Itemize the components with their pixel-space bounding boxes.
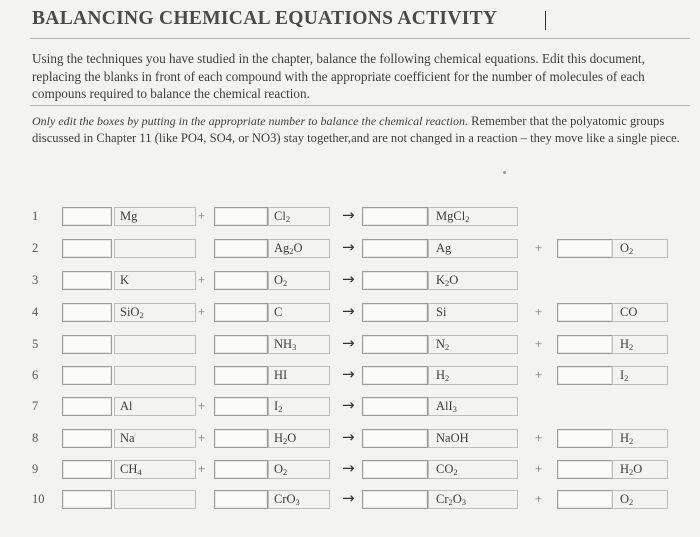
intro-divider xyxy=(30,105,690,106)
compound-formula-p1: $CO_2$ xyxy=(436,462,458,477)
coefficient-input-p1[interactable] xyxy=(362,429,428,448)
equation-number: 8 xyxy=(32,431,39,445)
coefficient-input-p1[interactable] xyxy=(362,490,428,509)
compound-formula-p2: $H_2O$ xyxy=(620,462,643,477)
compound-formula-r2: $I_2$ xyxy=(274,399,283,414)
compound-formula-r1: $CH_4$ xyxy=(120,462,142,477)
coefficient-input-r2[interactable] xyxy=(214,303,268,322)
coefficient-input-r1[interactable] xyxy=(62,429,112,448)
compound-formula-p1: $H_2$ xyxy=(436,368,450,383)
equation-number: 5 xyxy=(32,337,39,351)
compound-formula-r2: $Cl_2$ xyxy=(274,209,291,224)
equation-row xyxy=(0,206,700,228)
coefficient-input-p1[interactable] xyxy=(362,366,428,385)
coefficient-input-r1[interactable] xyxy=(62,303,112,322)
plus-sign: + xyxy=(198,430,206,445)
intro-paragraph: Using the techniques you have studied in the chapter, balance the following chemical equations. Edit this document, replacing the blanks in front of each compound with the appropriate coefficient for the number of molecules of each compouns required to balance the chemical reaction. xyxy=(32,51,645,101)
coefficient-input-p1[interactable] xyxy=(362,239,428,258)
plus-sign: + xyxy=(535,240,543,255)
compound-formula-p1: $N_2$ xyxy=(436,337,450,352)
equation-row xyxy=(0,238,700,260)
compound-formula-p1: AlI$_3$ xyxy=(436,399,457,414)
coefficient-input-r1[interactable] xyxy=(62,397,112,416)
plus-sign: + xyxy=(535,430,543,445)
coefficient-input-r1[interactable] xyxy=(62,335,112,354)
compound-formula-p2: $O_2$ xyxy=(620,492,634,507)
compound-formula-r2: $NH_3$ xyxy=(274,337,297,352)
coefficient-input-p2[interactable] xyxy=(557,366,613,385)
compound-formula-r1: SiO$_2$ xyxy=(120,305,144,320)
coefficient-input-p1[interactable] xyxy=(362,460,428,479)
coefficient-input-p2[interactable] xyxy=(557,335,613,354)
compound-cell-r1 xyxy=(114,239,196,258)
equation-row xyxy=(0,428,700,450)
compound-formula-p2: $H_2$ xyxy=(620,431,634,446)
compound-formula-r1: K xyxy=(120,273,130,287)
coefficient-input-r2[interactable] xyxy=(214,490,268,509)
compound-formula-r2: HI xyxy=(274,368,288,382)
coefficient-input-r1[interactable] xyxy=(62,460,112,479)
compound-formula-p1: MgCl$_2$ xyxy=(436,209,470,224)
compound-formula-r2: $Ag_2O$ xyxy=(274,241,303,256)
compound-formula-r1: Na xyxy=(120,431,135,445)
reaction-arrow-icon: → xyxy=(342,334,355,352)
coefficient-input-r1[interactable] xyxy=(62,271,112,290)
title-underline xyxy=(30,38,690,39)
reaction-arrow-icon: → xyxy=(342,206,355,224)
equation-number: 9 xyxy=(32,462,39,476)
plus-sign: + xyxy=(198,208,206,223)
coefficient-input-p2[interactable] xyxy=(557,239,613,258)
equation-number: 6 xyxy=(32,368,39,382)
coefficient-input-p1[interactable] xyxy=(362,207,428,226)
instructions-italic: Only edit the boxes by putting in the appropriate number to balance the chemical reaction. xyxy=(32,114,469,128)
coefficient-input-p2[interactable] xyxy=(557,490,613,509)
plus-sign: + xyxy=(535,461,543,476)
compound-formula-r2: $O_2$ xyxy=(274,462,288,477)
coefficient-input-p2[interactable] xyxy=(557,460,613,479)
compound-formula-p1: NaOH xyxy=(436,431,469,445)
equation-number: 1 xyxy=(32,209,39,223)
coefficient-input-r1[interactable] xyxy=(62,366,112,385)
coefficient-input-p2[interactable] xyxy=(557,303,613,322)
reaction-arrow-icon: → xyxy=(342,489,355,507)
stray-dot xyxy=(503,171,506,174)
plus-sign: + xyxy=(198,272,206,287)
reaction-arrow-icon: → xyxy=(342,270,355,288)
compound-formula-p1: $Cr_2O_3$ xyxy=(436,492,467,507)
plus-sign: + xyxy=(198,398,206,413)
equation-number: 7 xyxy=(32,399,39,413)
reaction-arrow-icon: → xyxy=(342,302,355,320)
coefficient-input-r1[interactable] xyxy=(62,207,112,226)
compound-formula-p2: CO xyxy=(620,305,638,319)
compound-formula-p1: $K_2O$ xyxy=(436,273,459,288)
coefficient-input-p1[interactable] xyxy=(362,303,428,322)
coefficient-input-r2[interactable] xyxy=(214,335,268,354)
coefficient-input-r2[interactable] xyxy=(214,366,268,385)
equation-row xyxy=(0,489,700,511)
coefficient-input-r2[interactable] xyxy=(214,207,268,226)
plus-sign: + xyxy=(535,304,543,319)
equation-number: 4 xyxy=(32,305,39,319)
coefficient-input-p1[interactable] xyxy=(362,397,428,416)
compound-formula-r2: C xyxy=(274,305,283,319)
equation-row xyxy=(0,334,700,356)
compound-formula-p2: $O_2$ xyxy=(620,241,634,256)
reaction-arrow-icon: → xyxy=(342,428,355,446)
coefficient-input-r2[interactable] xyxy=(214,271,268,290)
instructions-rest: Remember that the polyatomic groups discussed in Chapter 11 (like PO4, SO4, or NO3) stay together,and are not changed in a reaction – they move like a single piece. xyxy=(32,114,680,145)
compound-formula-p1: Si xyxy=(436,305,447,319)
reaction-arrow-icon: → xyxy=(342,459,355,477)
reaction-arrow-icon: → xyxy=(342,365,355,383)
coefficient-input-r1[interactable] xyxy=(62,239,112,258)
equation-row xyxy=(0,270,700,292)
plus-sign: + xyxy=(535,336,543,351)
compound-formula-r2: $H_2O$ xyxy=(274,431,297,446)
coefficient-input-r1[interactable] xyxy=(62,490,112,509)
equation-row xyxy=(0,302,700,324)
equation-number: 10 xyxy=(32,492,45,506)
coefficient-input-r2[interactable] xyxy=(214,397,268,416)
compound-formula-r1: Mg xyxy=(120,209,138,223)
document-title: BALANCING CHEMICAL EQUATIONS ACTIVITY xyxy=(32,8,498,29)
equation-row xyxy=(0,459,700,481)
plus-sign: + xyxy=(535,367,543,382)
compound-formula-r1: Al xyxy=(120,399,133,413)
equation-row xyxy=(0,365,700,387)
coefficient-input-p2[interactable] xyxy=(557,429,613,448)
compound-formula-r2: CrO$_3$ xyxy=(274,492,300,507)
text-cursor xyxy=(545,11,546,30)
reaction-arrow-icon: → xyxy=(342,238,355,256)
coefficient-input-r2[interactable] xyxy=(214,429,268,448)
coefficient-input-p1[interactable] xyxy=(362,335,428,354)
compound-formula-p2: $H_2$ xyxy=(620,337,634,352)
compound-formula-p2: $I_2$ xyxy=(620,368,629,383)
compound-cell-r1 xyxy=(114,490,196,509)
coefficient-input-r2[interactable] xyxy=(214,239,268,258)
coefficient-input-r2[interactable] xyxy=(214,460,268,479)
plus-sign: + xyxy=(198,304,206,319)
equation-row xyxy=(0,396,700,418)
reaction-arrow-icon: → xyxy=(342,396,355,414)
equation-number: 3 xyxy=(32,273,39,287)
plus-sign: + xyxy=(535,491,543,506)
compound-formula-r2: $O_2$ xyxy=(274,273,288,288)
instructions-paragraph xyxy=(32,113,692,147)
compound-cell-r1 xyxy=(114,366,196,385)
coefficient-input-p1[interactable] xyxy=(362,271,428,290)
compound-cell-r1 xyxy=(114,335,196,354)
equation-number: 2 xyxy=(32,241,39,255)
plus-sign: + xyxy=(198,461,206,476)
compound-formula-p1: Ag xyxy=(436,241,452,255)
